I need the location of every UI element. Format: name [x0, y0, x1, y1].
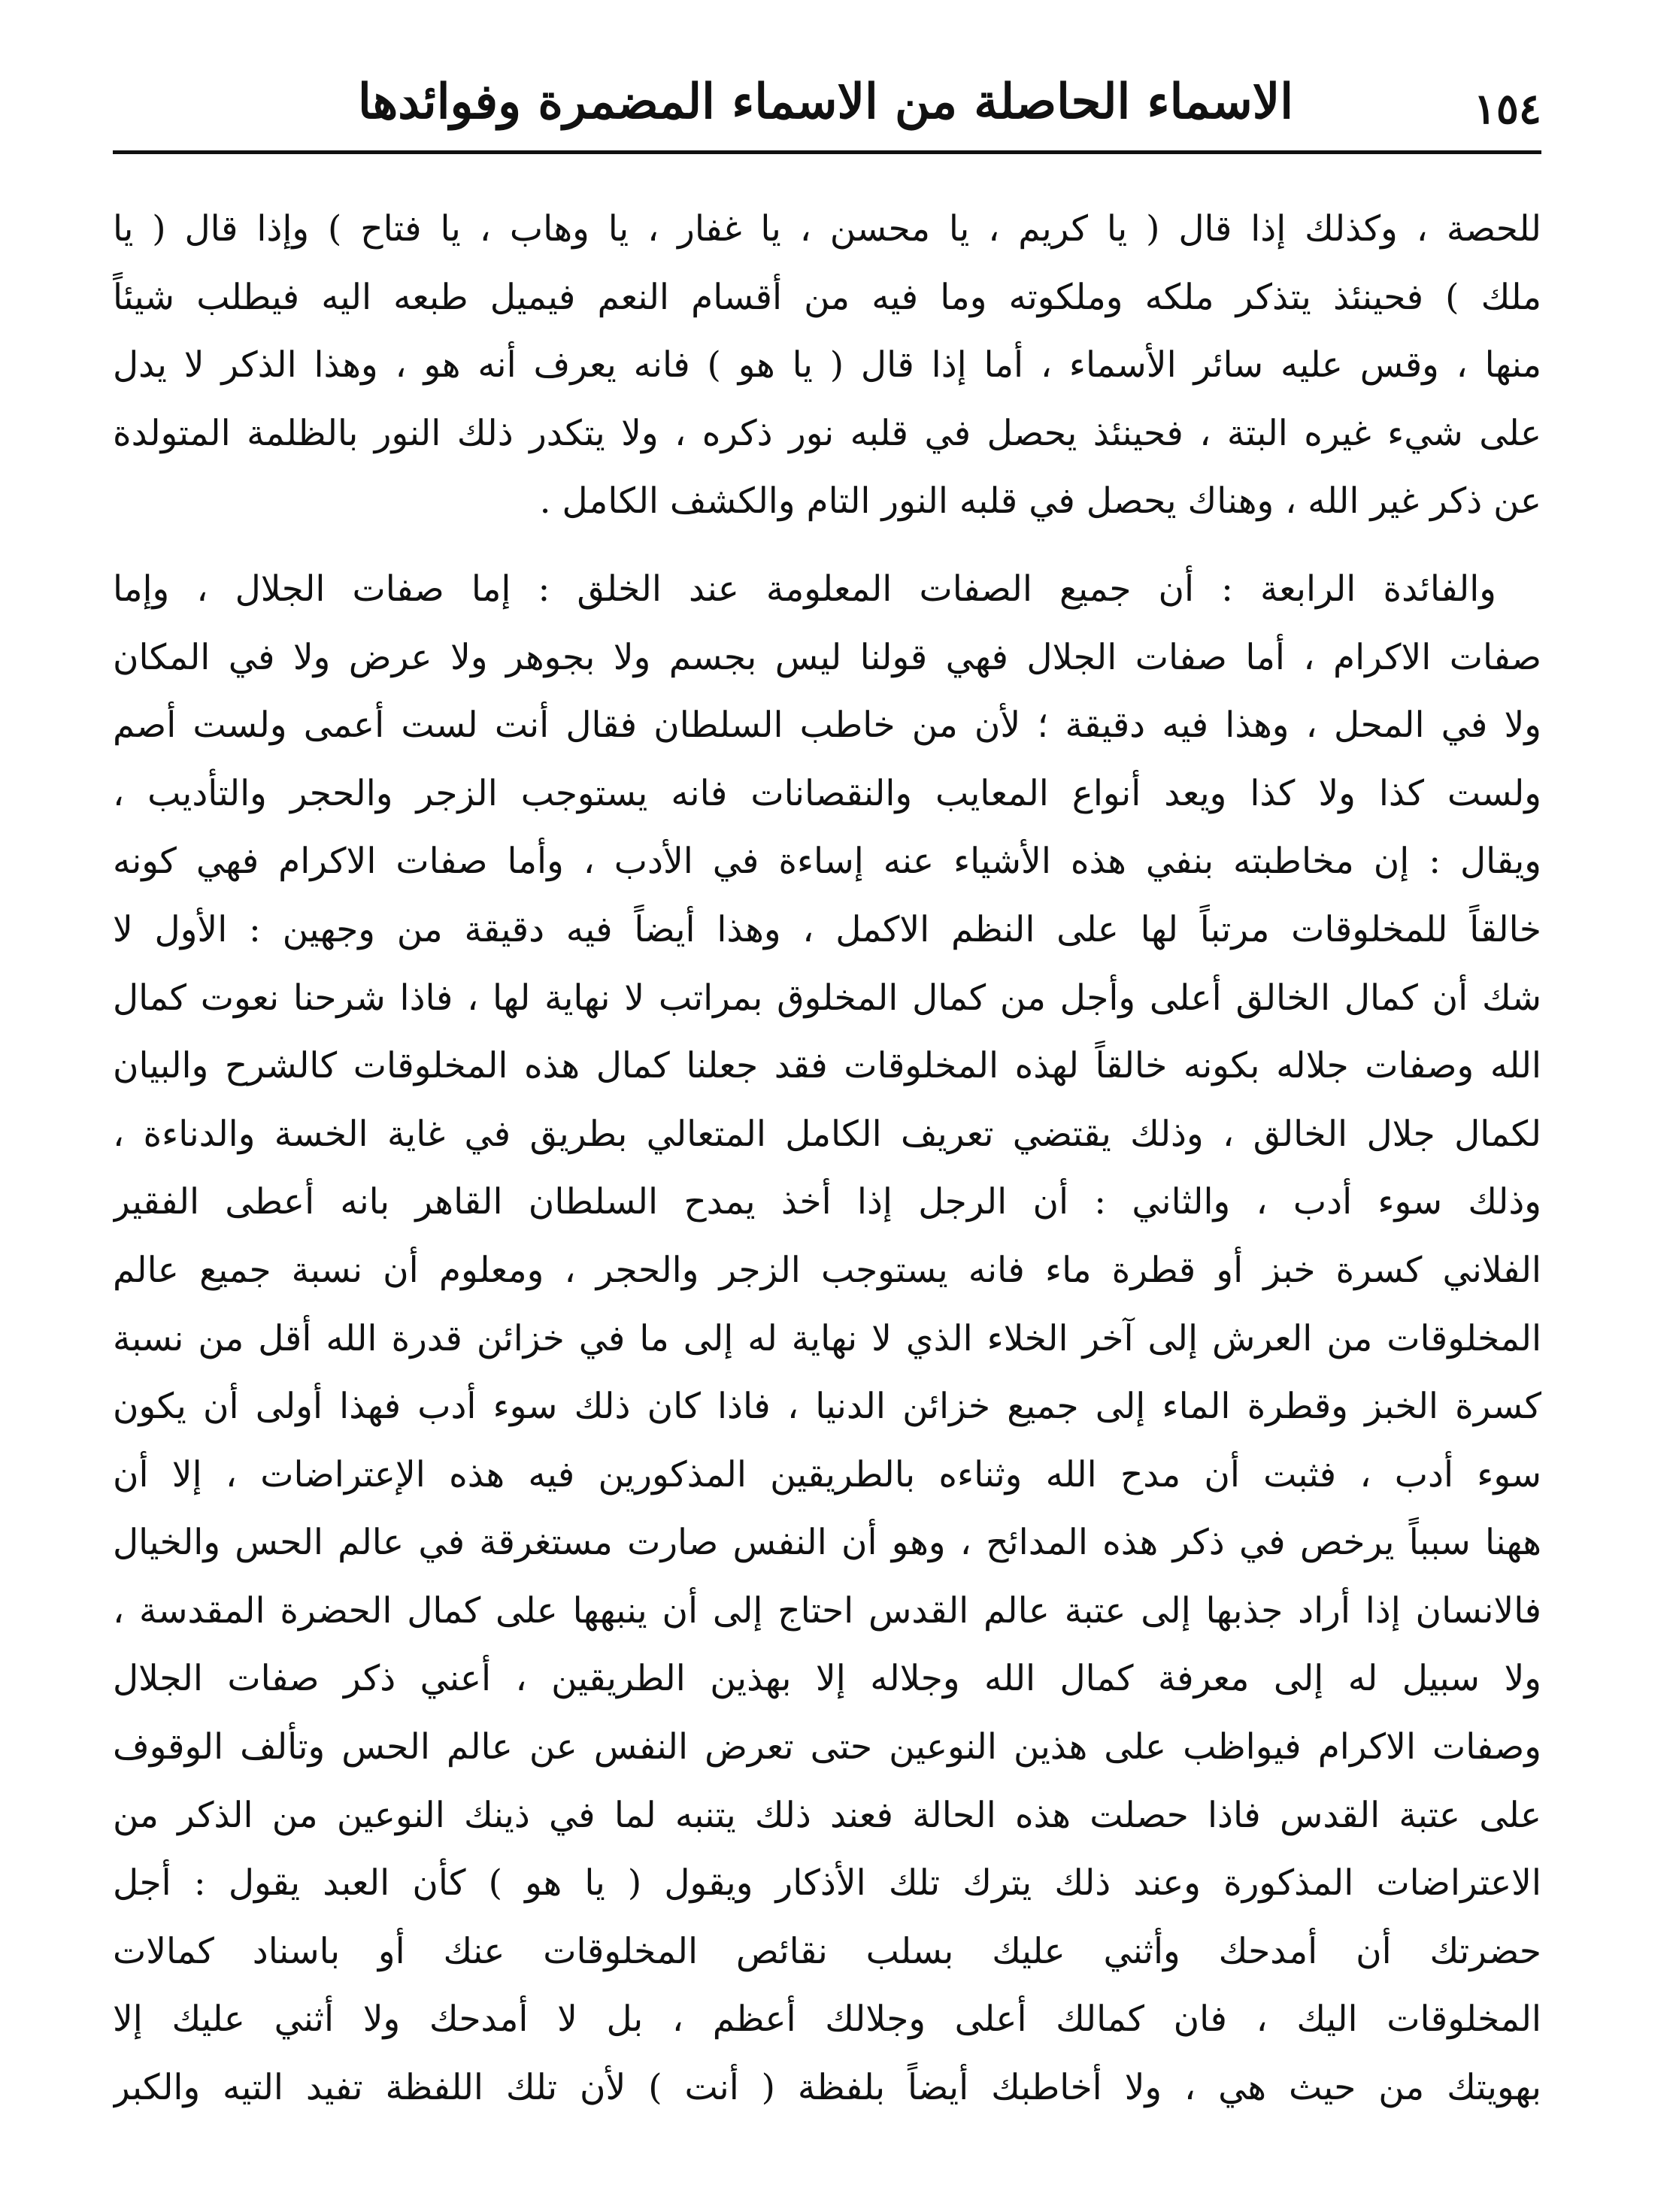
text-line: سوء أدب ، فثبت أن مدح الله وثناءه بالطريقين المذكورين فيه هذه الإعتراضات ، إلا أن	[113, 1453, 1541, 1495]
text-line: لكمال جلال الخالق ، وذلك يقتضي تعريف الكامل المتعالي بطريق في غاية الخسة والدناءة ،	[113, 1113, 1541, 1155]
text-line: فالانسان إذا أراد جذبها إلى عتبة عالم القدس احتاج إلى أن ينبهها على كمال الحضرة المقدسة ،	[113, 1589, 1541, 1632]
running-header	[113, 68, 1541, 154]
page-number: ١٥٤	[1473, 84, 1541, 134]
text-line: وذلك سوء أدب ، والثاني : أن الرجل إذا أخذ يمدح السلطان القاهر بانه أعطى الفقير	[113, 1181, 1541, 1223]
text-line: بهويتك من حيث هي ، ولا أخاطبك أيضاً بلفظة ( أنت ) لأن تلك اللفظة تفيد التيه والكبر	[113, 2067, 1541, 2109]
body-text	[113, 195, 1541, 2142]
paragraph	[113, 556, 1541, 2123]
text-line: كسرة الخبز وقطرة الماء إلى جميع خزائن الدنيا ، فاذا كان ذلك سوء أدب فهذا أولى أن يكون	[113, 1386, 1541, 1428]
text-line: ههنا سبباً يرخص في ذكر هذه المدائح ، وهو أن النفس صارت مستغرقة في عالم الحس والخيال	[113, 1522, 1541, 1564]
text-line: ولا سبيل له إلى معرفة كمال الله وجلاله إلا بهذين الطريقين ، أعني ذكر صفات الجلال	[113, 1658, 1541, 1700]
running-title: الاسماء الحاصلة من الاسماء المضمرة وفوائدها	[358, 74, 1293, 130]
text-line: خالقاً للمخلوقات مرتباً لها على النظم الاكمل ، وهذا أيضاً فيه دقيقة من وجهين : الأول لا	[113, 908, 1541, 950]
text-line: ملك ) فحينئذ يتذكر ملكه وملكوته وما فيه من أقسام النعم فيميل طبعه اليه فيطلب شيئاً	[113, 276, 1541, 318]
book-page	[113, 68, 1541, 2158]
text-line: عن ذكر غير الله ، وهناك يحصل في قلبه النور التام والكشف الكامل .	[539, 480, 1541, 523]
text-line: المخلوقات من العرش إلى آخر الخلاء الذي لا نهاية له إلى ما في خزائن قدرة الله أقل من نسبة	[113, 1317, 1541, 1359]
text-line: للحصة ، وكذلك إذا قال ( يا كريم ، يا محسن ، يا غفار ، يا وهاب ، يا فتاح ) وإذا قال ( يا	[113, 208, 1541, 250]
text-line: على شيء غيره البتة ، فحينئذ يحصل في قلبه نور ذكره ، ولا يتكدر ذلك النور بالظلمة المتولدة	[113, 412, 1541, 454]
text-line: منها ، وقس عليه سائر الأسماء ، أما إذا قال ( يا هو ) فانه يعرف أنه هو ، وهذا الذكر لا يدل	[113, 344, 1541, 386]
text-line: ولست كذا ولا كذا ويعد أنواع المعايب والنقصانات فانه يستوجب الزجر والحجر والتأديب ،	[113, 772, 1541, 814]
text-line: حضرتك أن أمدحك وأثني عليك بسلب نقائص المخلوقات عنك أو باسناد كمالات	[113, 1930, 1541, 1972]
paragraph	[113, 195, 1541, 536]
text-line: ويقال : إن مخاطبته بنفي هذه الأشياء عنه إساءة في الأدب ، وأما صفات الاكرام فهي كونه	[113, 841, 1541, 883]
text-line: على عتبة القدس فاذا حصلت هذه الحالة فعند ذلك يتنبه لما في ذينك النوعين من الذكر من	[113, 1794, 1541, 1836]
text-line: المخلوقات اليك ، فان كمالك أعلى وجلالك أعظم ، بل لا أمدحك ولا أثني عليك إلا	[113, 1998, 1541, 2041]
text-line: الله وصفات جلاله بكونه خالقاً لهذه المخلوقات فقد جعلنا كمال هذه المخلوقات كالشرح والبيان	[113, 1045, 1541, 1087]
text-line: والفائدة الرابعة : أن جميع الصفات المعلومة عند الخلق : إما صفات الجلال ، وإما	[113, 568, 1496, 610]
text-line: وصفات الاكرام فيواظب على هذين النوعين حتى تعرض النفس عن عالم الحس وتألف الوقوف	[113, 1726, 1541, 1768]
text-line: ولا في المحل ، وهذا فيه دقيقة ؛ لأن من خاطب السلطان فقال أنت لست أعمى ولست أصم	[113, 705, 1541, 747]
text-line: الفلاني كسرة خبز أو قطرة ماء فانه يستوجب الزجر والحجر ، ومعلوم أن نسبة جميع عالم	[113, 1249, 1541, 1291]
text-line: شك أن كمال الخالق أعلى وأجل من كمال المخلوق بمراتب لا نهاية لها ، فاذا شرحنا نعوت كمال	[113, 977, 1541, 1019]
text-line: صفات الاكرام ، أما صفات الجلال فهي قولنا ليس بجسم ولا بجوهر ولا عرض ولا في المكان	[113, 636, 1541, 678]
text-line: الاعتراضات المذكورة وعند ذلك يترك تلك الأذكار ويقول ( يا هو ) كأن العبد يقول : أجل	[113, 1862, 1541, 1904]
